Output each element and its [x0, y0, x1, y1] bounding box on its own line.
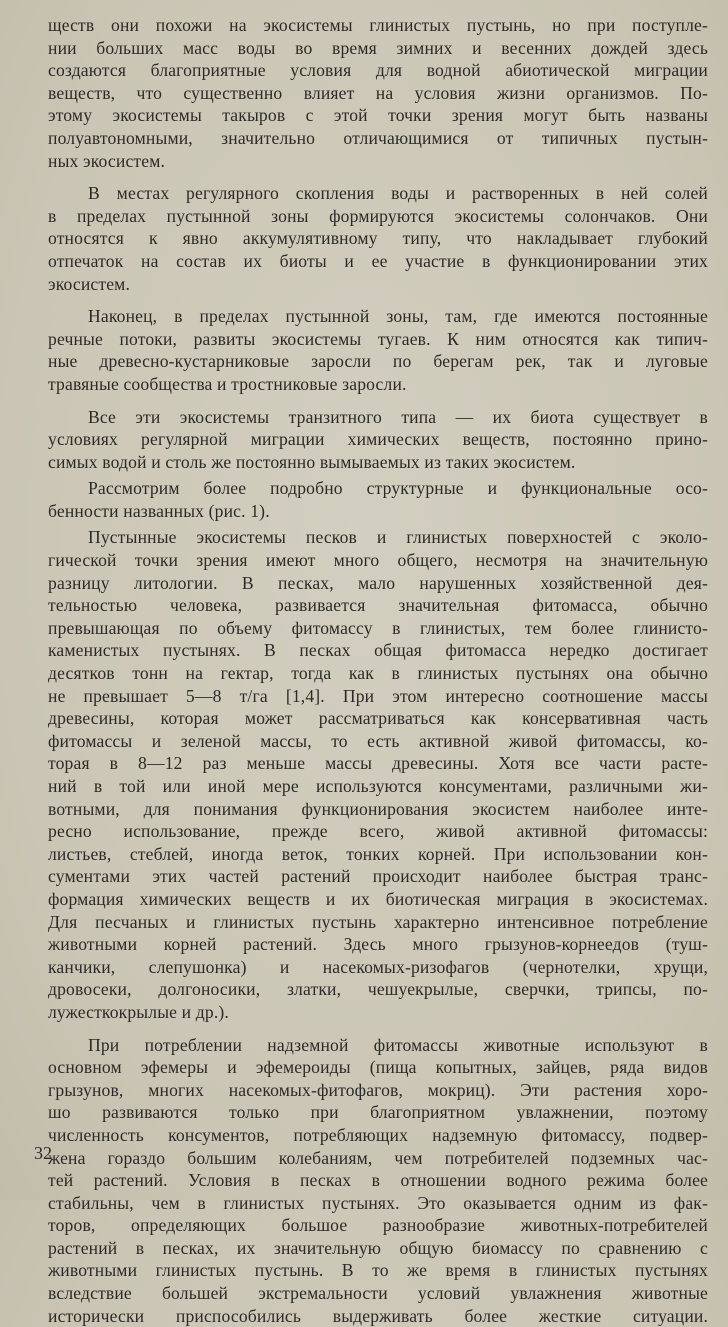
text-line: численность консументов, потребляющих надземную фитомассу, подвер-: [48, 1124, 708, 1145]
text-line: шо развиваются только при благоприятном увлажнении, поэтому: [48, 1102, 708, 1123]
text-line: Для песчаных и глинистых пустынь характерно интенсивное потребление: [48, 911, 708, 932]
paragraph: [48, 1034, 708, 1327]
text-line: нии больших масс воды во время зимних и весенних дождей здесь: [48, 37, 708, 58]
text-line: веществ, что существенно влияет на условия жизни организмов. По-: [48, 82, 708, 103]
text-line: фитомассы и зеленой массы, то есть активной живой фитомассы, ко-: [48, 730, 708, 751]
text-line: тельностью человека, развивается значительная фитомасса, обычно: [48, 595, 708, 616]
text-line: ществ они похожи на экосистемы глинистых пустынь, но при поступле-: [48, 15, 708, 35]
text-line: Наконец, в пределах пустынной зоны, там, где имеются постоянные: [88, 306, 708, 327]
paragraph: [48, 477, 708, 522]
text-line: в пределах пустынной зоны формируются экосистемы солончаков. Они: [48, 205, 708, 226]
text-line: растений в песках, их значительную общую биомассу по сравнению с: [48, 1237, 708, 1258]
text-line: лужесткокрылые и др.).: [48, 1001, 229, 1022]
text-line: каменистых пустынях. В песках общая фитомасса нередко достигает: [48, 640, 708, 661]
text-line: листьев, стеблей, иногда веток, тонких корней. При использовании кон-: [48, 843, 708, 864]
text-line: канчики, слепушонка) и насекомых-ризофагов (чернотелки, хрущи,: [48, 956, 708, 977]
text-line: не превышает 5—8 т/га [1,4]. При этом интересно соотношение массы: [48, 685, 708, 706]
paragraph: [48, 406, 708, 474]
text-line: торая в 8—12 раз меньше массы древесины. Хотя все части расте-: [48, 753, 708, 774]
text-line: Все эти экосистемы транзитного типа — их биота существует в: [88, 406, 708, 427]
text-line: создаются благоприятные условия для водной абиотической миграции: [48, 60, 708, 81]
text-line: отпечаток на состав их биоты и ее участие в функционировании этих: [48, 250, 708, 271]
text-line: относятся к явно аккумулятивному типу, что накладывает глубокий: [48, 228, 708, 249]
text-line: полуавтономными, значительно отличающимися от типичных пустын-: [48, 127, 708, 148]
text-line: ний в той или иной мере используются консументами, различными жи-: [48, 776, 708, 796]
text-line: В местах регулярного скопления воды и растворенных в ней солей: [88, 183, 708, 204]
paragraph-gap: [48, 396, 708, 406]
text-line: грызунов, многих насекомых-фитофагов, мокриц). Эти растения хоро-: [48, 1079, 708, 1100]
paragraph-gap: [48, 1024, 708, 1034]
text-line: стабильны, чем в глинистых пустынях. Это оказывается одним из фак-: [48, 1192, 708, 1213]
body-text: [48, 14, 708, 1327]
text-line: десятков тонн на гектар, тогда как в глинистых пустынях она обычно: [48, 663, 708, 684]
paragraph-gap: [48, 172, 708, 182]
text-line: ные древесно-кустарниковые заросли по берегам рек, так и луговые: [48, 351, 708, 372]
text-line: животными корней растений. Здесь много грызунов-корнеедов (туш-: [48, 934, 708, 955]
text-line: травяные сообщества и тростниковые заросли.: [48, 373, 407, 394]
paragraph: [48, 14, 708, 172]
text-line: симых водой и столь же постоянно вымываемых из таких экосистем.: [48, 451, 576, 472]
text-line: условиях регулярной миграции химических веществ, постоянно прино-: [48, 429, 708, 450]
text-line: вотными, для понимания функционирования экосистем наиболее инте-: [48, 798, 708, 819]
text-line: речные потоки, развиты экосистемы тугаев. К ним относятся как типич-: [48, 328, 708, 349]
text-line: торов, определяющих большое разнообразие животных-потребителей: [48, 1215, 708, 1236]
paragraph: [48, 526, 708, 1023]
text-line: формация химических веществ и их биотическая миграция в экосистемах.: [48, 888, 708, 909]
text-line: тей растений. Условия в песках в отношении водного режима более: [48, 1170, 708, 1191]
text-line: вследствие большей экстремальности условий увлажнения животные: [48, 1283, 708, 1304]
text-line: этому экосистемы такыров с этой точки зрения могут быть названы: [48, 105, 708, 126]
text-line: дровосеки, долгоносики, златки, чешуекрылые, сверчки, трипсы, по-: [48, 979, 708, 1000]
text-line: основном эфемеры и эфемероиды (пища копытных, зайцев, ряда видов: [48, 1057, 708, 1078]
paragraph: [48, 305, 708, 395]
text-line: превышающая по объему фитомассу в глинистых, тем более глинисто-: [48, 617, 708, 638]
page-number: 32: [34, 1143, 52, 1163]
text-line: ресно использование, прежде всего, живой активной фитомассы:: [48, 821, 708, 842]
text-line: При потреблении надземной фитомассы животные используют в: [88, 1034, 708, 1055]
text-line: древесины, которая может рассматриваться как консервативная часть: [48, 708, 708, 729]
text-line: разницу литологии. В песках, мало нарушенных хозяйственной дея-: [48, 572, 708, 593]
paragraph: [48, 182, 708, 295]
text-line: гической точки зрения имеют много общего, несмотря на значительную: [48, 550, 708, 571]
paragraph-gap: [48, 295, 708, 305]
text-line: ных экосистем.: [48, 150, 166, 171]
text-line: исторически приспособились выдерживать более жесткие ситуации.: [48, 1305, 708, 1326]
text-line: экосистем.: [48, 273, 131, 294]
text-line: бенности названных (рис. 1).: [48, 500, 270, 521]
text-line: животными глинистых пустынь. В то же время в глинистых пустынях: [48, 1260, 708, 1281]
text-line: Рассмотрим более подробно структурные и функциональные осо-: [88, 478, 708, 499]
text-line: жена гораздо большим колебаниям, чем потребителей подземных час-: [48, 1147, 708, 1168]
text-line: сументами этих частей растений происходит наиболее быстрая транс-: [48, 866, 708, 887]
text-line: Пустынные экосистемы песков и глинистых поверхностей с эколо-: [88, 527, 708, 548]
